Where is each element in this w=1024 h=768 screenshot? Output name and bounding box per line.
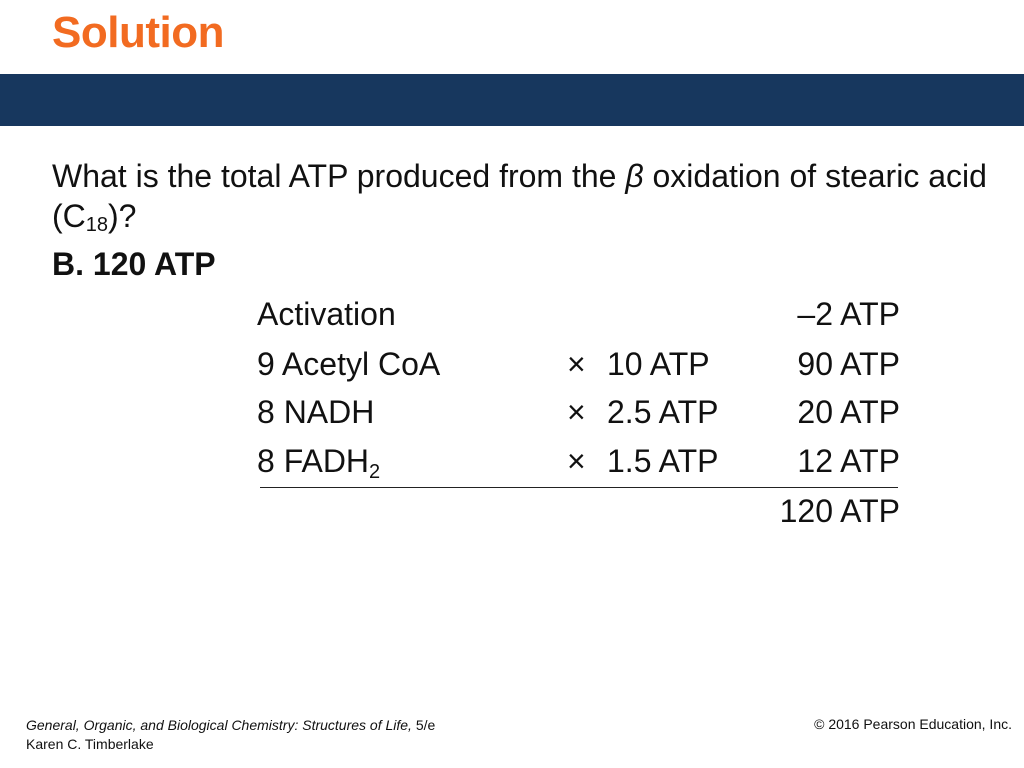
row-label: 9 Acetyl CoA (257, 346, 441, 382)
calc-row-total (0, 493, 1024, 533)
total-result: 120 ATP (779, 493, 900, 529)
footer-copyright: © 2016 Pearson Education, Inc. (814, 716, 1012, 732)
row-label: 8 $FADH_2$ (257, 443, 381, 483)
sum-divider (260, 487, 898, 488)
calc-row-nadh (0, 394, 1024, 434)
answer-text: B. 120 ATP (52, 246, 216, 282)
book-edition: 5/e (411, 717, 436, 733)
beta-symbol: β (625, 158, 644, 194)
row-times: × (567, 394, 586, 430)
footer-citation (26, 716, 435, 754)
row-factor: 10 ATP (607, 346, 710, 382)
question-part-3: )? (108, 198, 137, 234)
calc-row-activation (0, 296, 1024, 336)
book-author: Karen C. Timberlake (26, 736, 154, 752)
row-label: 8 NADH (257, 394, 375, 430)
row-times: × (567, 346, 586, 382)
row-factor: 1.5 ATP (607, 443, 719, 479)
question-text (52, 156, 1002, 236)
row-times: × (567, 443, 586, 479)
row-result: 20 ATP (797, 394, 900, 430)
row-factor: 2.5 ATP (607, 394, 719, 430)
row-label: Activation (257, 296, 396, 332)
fadh-subscript: 2 (369, 461, 381, 483)
row-result: 12 ATP (797, 443, 900, 479)
book-title: General, Organic, and Biological Chemistry: Structures of Life, (26, 717, 412, 733)
carbon-count-subscript: 18 (85, 214, 109, 236)
row-result: 90 ATP (797, 346, 900, 382)
question-part-1: What is the total ATP produced from the (52, 158, 626, 194)
calc-row-fadh2 (0, 443, 1024, 483)
row-result: –2 ATP (797, 296, 900, 332)
calc-row-acetyl-coa (0, 346, 1024, 386)
question-part-2: oxidation of stearic acid (C (52, 158, 987, 234)
header-band (0, 74, 1024, 126)
slide-title: Solution (52, 8, 224, 57)
